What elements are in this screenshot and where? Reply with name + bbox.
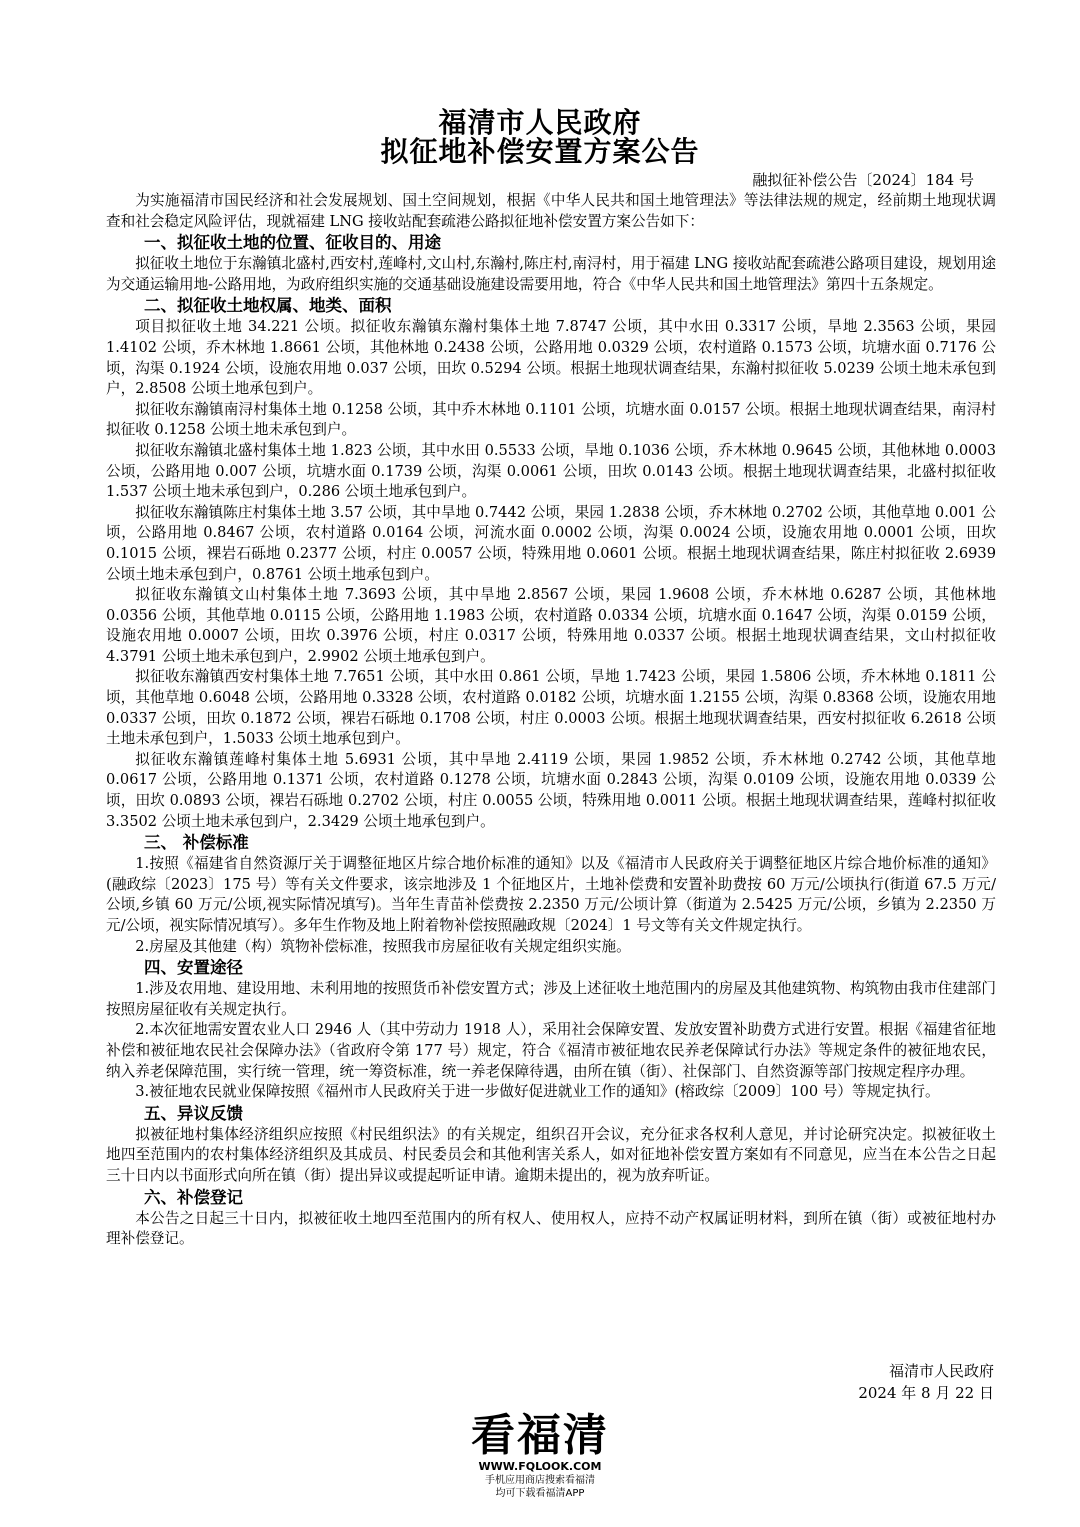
watermark-tip-line1: 手机应用商店搜索看福清 [485,1475,595,1486]
signature-issuer: 福清市人民政府 [888,1362,994,1380]
section-2-paragraph-total: 项目拟征收土地 34.221 公顷。拟征收东瀚镇东瀚村集体土地 7.8747 公顷，其中水田 0.3317 公顷，旱地 2.3563 公顷，果园 1.4102 公顷，乔木林地 1.8661 公顷，其他林地 0.2438 公顷，公路用地 0.0329 公顷，农村道路 0.1573 公顷，坑塘水面 0.7176 公顷，沟渠 0.1924 公顷，设施农用地 0.037 公顷，田坎 0.5294 公顷。根据土地现状调查结果，东瀚村拟征收 5.0239 公顷土地未承包到户，2.8508 公顷土地承包到户。 [106,318,996,398]
watermark-brand: 看福清 [471,1410,609,1461]
intro-paragraph: 为实施福清市国民经济和社会发展规划、国土空间规划，根据《中华人民共和国土地管理法》等法律法规的规定，经前期土地现状调查和社会稳定风险评估，现就福建 LNG 接收站配套疏港公路拟征地补偿安置方案公告如下： [106,192,996,230]
document-body [106,191,996,1250]
watermark-tip-line2: 均可下载看福清APP [495,1488,585,1499]
signature-date: 2024 年 8 月 22 日 [858,1384,994,1402]
section-1-heading: 一、拟征收土地的位置、征收目的、用途 [144,233,441,253]
section-2-paragraph-nanxun: 拟征收东瀚镇南浔村集体土地 0.1258 公顷，其中乔木林地 0.1101 公顷，坑塘水面 0.0157 公顷。根据土地现状调查结果，南浔村拟征收 0.1258 公顷土地未承包到户。 [106,400,996,439]
document-number: 融拟征补偿公告〔2024〕184 号 [752,171,974,189]
section-2-paragraph-lianfeng: 拟征收东瀚镇莲峰村集体土地 5.6931 公顷，其中旱地 2.4119 公顷，果园 1.9852 公顷，乔木林地 0.2742 公顷，其他草地 0.0617 公顷，公路用地 0.1371 公顷，农村道路 0.1278 公顷，坑塘水面 0.2843 公顷，沟渠 0.0109 公顷，设施农用地 0.0339 公顷，田坎 0.0893 公顷，裸岩石砾地 0.2702 公顷，村庄 0.0055 公顷，特殊用地 0.0011 公顷。根据土地现状调查结果，莲峰村拟征收 3.3502 公顷土地未承包到户，2.3429 公顷土地承包到户。 [106,750,996,830]
section-3-heading: 三、 补偿标准 [144,833,249,853]
section-3-paragraph-2: 2.房屋及其他建（构）筑物补偿标准，按照我市房屋征收有关规定组织实施。 [135,937,631,955]
signature-block [858,1360,994,1404]
section-4-heading: 四、安置途径 [144,958,243,978]
section-6-heading: 六、补偿登记 [144,1187,243,1207]
section-2-heading: 二、拟征收土地权属、地类、面积 [144,296,392,316]
section-4-paragraph-2: 2.本次征地需安置农业人口 2946 人（其中劳动力 1918 人），采用社会保障安置、发放安置补助费方式进行安置。根据《福建省征地补偿和被征地农民社会保障办法》（省政府令第 177 号）规定，符合《福清市被征地农民养老保障试行办法》等规定条件的被征地农民，纳入养老保障范围，实行统一管理，统一筹资标准，统一养老保障待遇，由所在镇（街）、社保部门、自然资源等部门按规定程序办理。 [106,1021,996,1080]
watermark-site: WWW.FQLOOK.COM [478,1460,602,1473]
document-title: 拟征地补偿安置方案公告 [380,135,700,168]
section-1-paragraph: 拟征收土地位于东瀚镇北盛村,西安村,莲峰村,文山村,东瀚村,陈庄村,南浔村，用于福建 LNG 接收站配套疏港公路项目建设，规划用途为交通运输用地-公路用地，为政府组织实施的交通基础设施建设需要用地，符合《中华人民共和国土地管理法》第四十五条规定。 [106,255,996,293]
section-6-paragraph: 本公告之日起三十日内，拟被征收土地四至范围内的所有权人、使用权人，应持不动产权属证明材料，到所在镇（街）或被征地村办理补偿登记。 [106,1209,996,1248]
section-5-paragraph: 拟被征地村集体经济组织应按照《村民组织法》的有关规定，组织召开会议，充分征求各权利人意见，并讨论研究决定。拟被征收土地四至范围内的农村集体经济组织及其成员、村民委员会和其他利害关系人，如对征地补偿安置方案如有不同意见，应当在本公告之日起三十日内以书面形式向所在镇（街）提出异议或提起听证申请。逾期未提出的，视为放弃听证。 [106,1125,996,1184]
section-4-paragraph-1: 1.涉及农用地、建设用地、未利用地的按照货币补偿安置方式；涉及上述征收土地范围内的房屋及其他建筑物、构筑物由我市住建部门按照房屋征收有关规定执行。 [106,980,996,1018]
section-5-heading: 五、异议反馈 [144,1103,243,1123]
section-4-paragraph-3: 3.被征地农民就业保障按照《福州市人民政府关于进一步做好促进就业工作的通知》(榕政综〔2009〕100 号）等规定执行。 [135,1083,940,1101]
section-2-paragraph-beisheng: 拟征收东瀚镇北盛村集体土地 1.823 公顷，其中水田 0.5533 公顷，旱地 0.1036 公顷，乔木林地 0.9645 公顷，其他林地 0.0003 公顷，公路用地 0.007 公顷，坑塘水面 0.1739 公顷，沟渠 0.0061 公顷，田坎 0.0143 公顷。根据土地现状调查结果，北盛村拟征收 1.537 公顷土地未承包到户，0.286 公顷土地承包到户。 [106,441,996,501]
section-2-paragraph-xian: 拟征收东瀚镇西安村集体土地 7.7651 公顷，其中水田 0.861 公顷，旱地 1.7423 公顷，果园 1.5806 公顷，乔木林地 0.1811 公顷，其他草地 0.6048 公顷，公路用地 0.3328 公顷，农村道路 0.0182 公顷，坑塘水面 1.2155 公顷，沟渠 0.8368 公顷，设施农用地 0.0337 公顷，田坎 0.1872 公顷，裸岩石砾地 0.1708 公顷，村庄 0.0003 公顷。根据土地现状调查结果，西安村拟征收 6.2618 公顷土地未承包到户，1.5033 公顷土地承包到户。 [106,668,996,748]
section-3-paragraph-1: 1.按照《福建省自然资源厅关于调整征地区片综合地价标准的通知》以及《福清市人民政府关于调整征地区片综合地价标准的通知》(融政综〔2023〕175 号）等有关文件要求，该宗地涉及 1 个征地区片，土地补偿费和安置补助费按 60 万元/公顷执行(街道 67.5 万元/公顷,乡镇 60 万元/公顷,视实际情况填写)。当年生青苗补偿费按 2.2350 万元/公顷计算（街道为 2.5425 万元/公顷，乡镇为 2.2350 万元/公顷，视实际情况填写）。多年生作物及地上附着物补偿按照融政规〔2024〕1 号文等有关文件规定执行。 [106,855,996,934]
section-2-paragraph-wenshan: 拟征收东瀚镇文山村集体土地 7.3693 公顷，其中旱地 2.8567 公顷，果园 1.9608 公顷，乔木林地 0.6287 公顷，其他林地 0.0356 公顷，其他草地 0.0115 公顷，公路用地 1.1983 公顷，农村道路 0.0334 公顷，坑塘水面 0.1647 公顷，沟渠 0.0159 公顷，设施农用地 0.0007 公顷，田坎 0.3976 公顷，村庄 0.0317 公顷，特殊用地 0.0337 公顷。根据土地现状调查结果，文山村拟征收 4.3791 公顷土地未承包到户，2.9902 公顷土地承包到户。 [106,586,996,665]
watermark-logo [440,1412,640,1500]
document-title-issuer: 福清市人民政府 [438,106,642,139]
section-2-paragraph-chenzhuang: 拟征收东瀚镇陈庄村集体土地 3.57 公顷，其中旱地 0.7442 公顷，果园 1.2838 公顷，乔木林地 0.2702 公顷，其他草地 0.001 公顷，公路用地 0.8467 公顷，农村道路 0.0164 公顷，河流水面 0.0002 公顷，沟渠 0.0024 公顷，设施农用地 0.0001 公顷，田坎 0.1015 公顷，裸岩石砾地 0.2377 公顷，村庄 0.0057 公顷，特殊用地 0.0601 公顷。根据土地现状调查结果，陈庄村拟征收 2.6939 公顷土地未承包到户，0.8761 公顷土地承包到户。 [106,503,996,583]
